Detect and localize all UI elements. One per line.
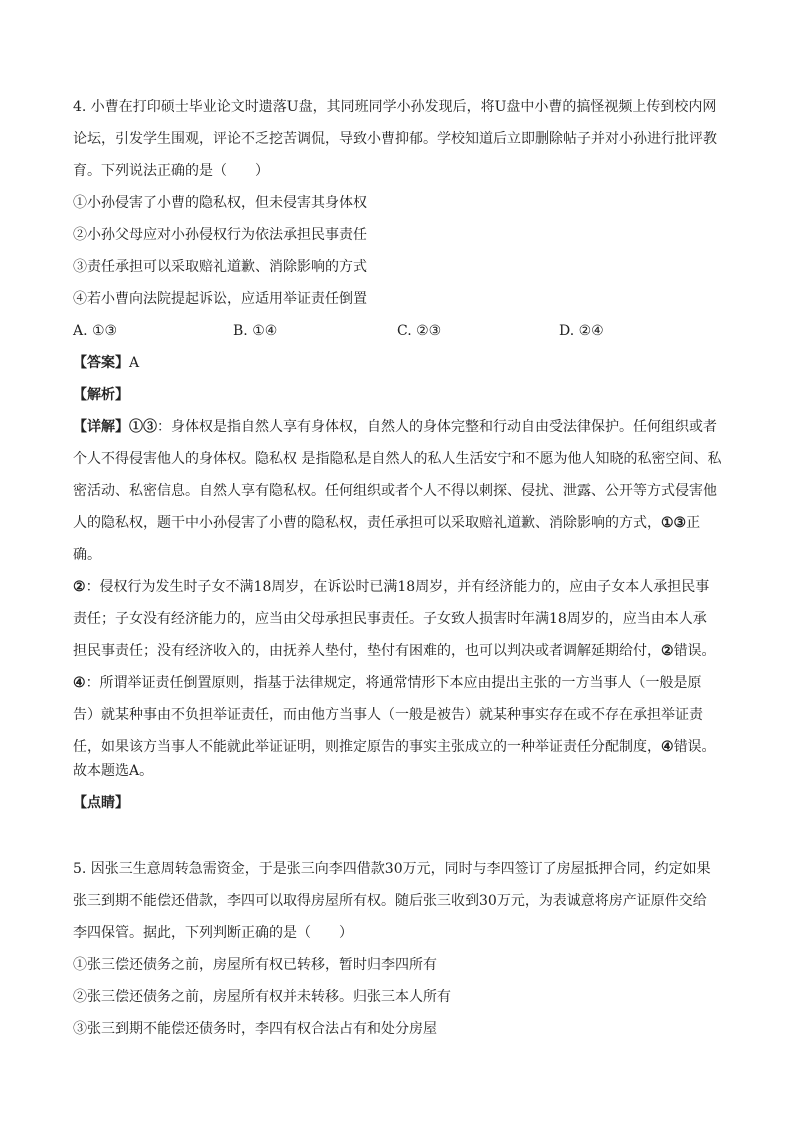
q5-statement-2: ②张三偿还债务之前，房屋所有权并未转移。归张三本人所有: [73, 989, 451, 1005]
p2-end: 错误。: [673, 643, 716, 659]
q4-p2-line-1: [73, 577, 723, 597]
q4-detail-line-4: [73, 513, 723, 533]
p2-end-mark: ②: [661, 643, 674, 659]
q4-conclusion: 故本题选A。: [73, 763, 154, 779]
p2-text-1: ：侵权行为发生时子女不满18周岁，在诉讼时已满18周岁，并有经济能力的，应由子女本人承担民事: [85, 579, 710, 595]
p3-end: 错误。: [673, 739, 716, 755]
detail-mark-2: ①③: [661, 515, 687, 531]
q4-detail-line-1: [73, 417, 723, 437]
q4-p3-line-3: [73, 737, 723, 757]
q5-statement-1: ①张三偿还债务之前，房屋所有权已转移，暂时归李四所有: [73, 957, 437, 973]
detail-text-4: 人的隐私权，题干中小孙侵害了小曹的隐私权，责任承担可以采取赔礼道歉、消除影响的方式，: [73, 515, 661, 531]
q4-options: [73, 321, 723, 341]
q4-option-b: B. ①④: [233, 323, 278, 339]
p2-mark: ②: [73, 579, 86, 595]
q5-stem-line-3: 李四保管。据此，下列判断正确的是（ ）: [73, 925, 353, 941]
answer-value: A: [129, 355, 140, 371]
answer-label: 【答案】: [73, 355, 129, 371]
detail-text-1: ：身体权是指自然人享有身体权，自然人的身体完整和行动自由受法律保护。任何组织或者: [157, 419, 717, 435]
detail-mark: ①③: [129, 419, 157, 435]
q4-statement-4: ④若小曹向法院提起诉讼，应适用举证责任倒置: [73, 291, 367, 307]
q4-analysis-label: [73, 385, 723, 405]
q4-statement-3: ③责任承担可以采取赔礼道歉、消除影响的方式: [73, 259, 367, 275]
q4-statement-2: ②小孙父母应对小孙侵权行为依法承担民事责任: [73, 227, 367, 243]
q4-detail-line-3: 密活动、私密信息。自然人享有隐私权。任何组织或者个人不得以刺探、侵扰、泄露、公开等方式侵害他: [73, 483, 717, 499]
analysis-label: 【解析】: [73, 387, 129, 403]
q4-p2-line-3: [73, 641, 723, 661]
q5-stem-line-2: 张三到期不能偿还借款，李四可以取得房屋所有权。随后张三收到30万元，为表诚意将房产证原件交给: [73, 893, 707, 909]
q4-option-c: C. ②③: [397, 323, 442, 339]
q5-stem-line-1: 5. 因张三生意周转急需资金，于是张三向李四借款30万元，同时与李四签订了房屋抵押合同，约定如果: [73, 861, 711, 877]
q4-p2-line-2: 责任；子女没有经济能力的，应当由父母承担民事责任。子女致人损害时年满18周岁的，应当由本人承: [73, 611, 707, 627]
q4-stem-line-2: 论坛，引发学生围观，评论不乏挖苦调侃，导致小曹抑郁。学校知道后立即删除帖子并对小孙进行批评教: [73, 131, 717, 147]
comment-label: 【点睛】: [73, 795, 129, 811]
q4-detail-line-2: 个人不得侵害他人的身体权。隐私权 是指隐私是自然人的私人生活安宁和不愿为他人知晓的私密空间、私: [73, 451, 722, 467]
p2-text-3: 担民事责任；没有经济收入的，由抚养人垫付，垫付有困难的，也可以判决或者调解延期给付，: [73, 643, 661, 659]
q4-option-a: A. ①③: [73, 323, 118, 339]
q4-detail-line-5: 确。: [73, 547, 101, 563]
q5-statement-3: ③张三到期不能偿还债务时，李四有权合法占有和处分房屋: [73, 1021, 437, 1037]
q4-p3-line-1: [73, 673, 723, 693]
q4-option-d: D. ②④: [559, 323, 604, 339]
q4-statement-1: ①小孙侵害了小曹的隐私权，但未侵害其身体权: [73, 195, 367, 211]
q4-stem-line-1: 4. 小曹在打印硕士毕业论文时遗落U盘，其同班同学小孙发现后，将U盘中小曹的搞怪视频上传到校内网: [73, 99, 717, 115]
detail-mark-2-suffix: 正: [686, 515, 701, 531]
q4-stem-line-3: 育。下列说法正确的是（ ）: [73, 163, 269, 179]
p3-text-1: ：所谓举证责任倒置原则，指基于法律规定，将通常情形下本应由提出主张的一方当事人（一般是原: [85, 675, 702, 691]
p3-end-mark: ④: [661, 739, 674, 755]
detail-label: 【详解】: [73, 419, 129, 435]
q4-comment-label: [73, 793, 723, 813]
p3-mark: ④: [73, 675, 86, 691]
q4-p3-line-2: 告）就某种事由不负担举证责任，而由他方当事人（一般是被告）就某种事实存在或不存在承担举证责: [73, 707, 703, 723]
q4-answer: [73, 353, 723, 373]
p3-text-3: 任，如果该方当事人不能就此举证证明，则推定原告的事实主张成立的一种举证责任分配制度，: [73, 739, 661, 755]
